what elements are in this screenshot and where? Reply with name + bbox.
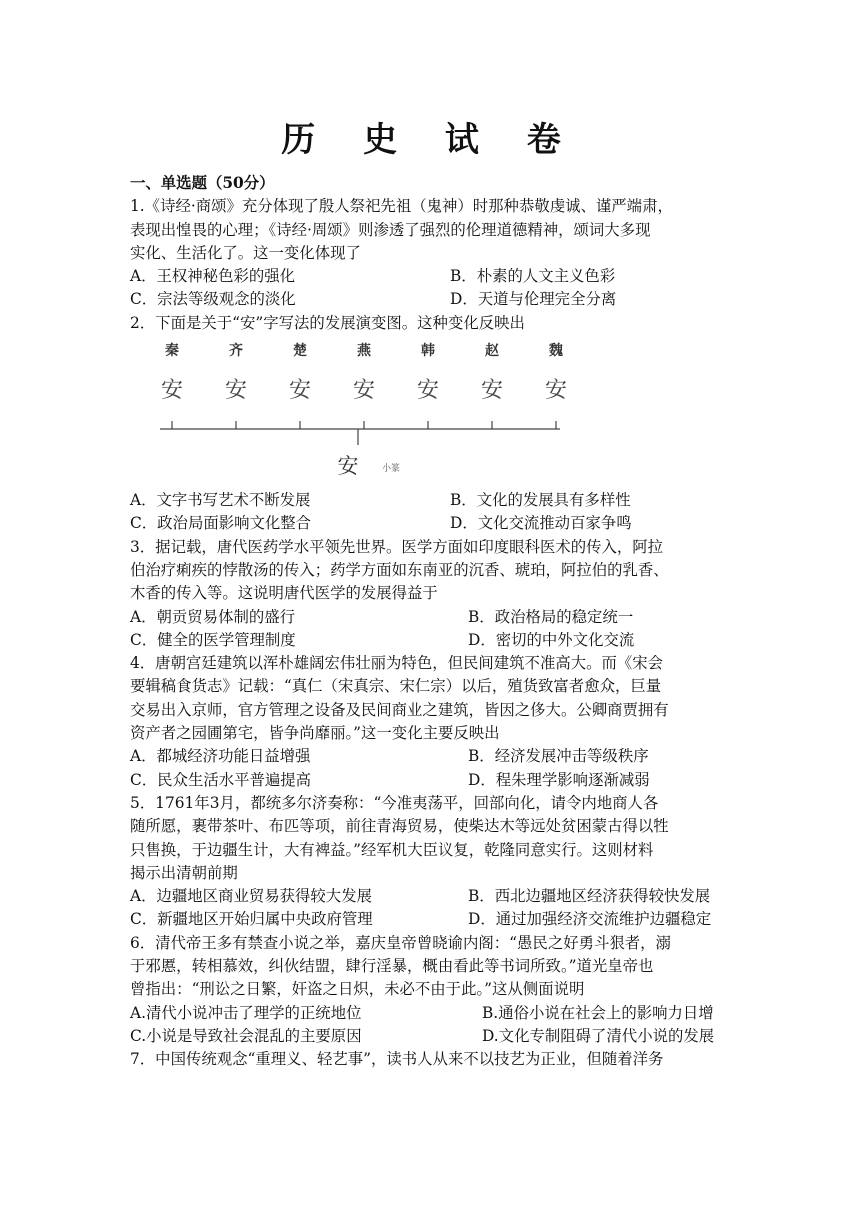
question-text-line: 资产者之园圃第宅，皆争尚靡丽。”这一变化主要反映出 [130,724,500,743]
question-text-line: 4．唐朝宫廷建筑以浑朴雄阔宏伟壮丽为特色，但民间建筑不准高大。而《宋会 [130,654,664,673]
question-3 [130,536,730,652]
seal-script-glyph: 安 [337,454,359,479]
state-label: 齐 [229,343,243,360]
option-a[interactable]: A．文字书写艺术不断发展 [130,491,311,510]
character-evolution-figure [130,337,730,485]
option-c[interactable]: C．政治局面影响文化整合 [130,514,312,533]
option-a[interactable]: A.清代小说冲击了理学的正统地位 [130,1003,362,1022]
question-text-line: 7．中国传统观念“重理义、轻艺事”，读书人从来不以技艺为正业，但随着洋务 [130,1050,664,1069]
state-glyph: 安 [288,378,312,404]
question-2 [130,312,730,536]
state-glyph: 安 [416,378,440,404]
state-label: 韩 [421,343,435,360]
question-4 [130,652,730,792]
question-text-line: 要辑稿食货志》记载：“真仁（宋真宗、宋仁宗）以后，殖货致富者愈众，巨量 [130,677,662,696]
question-text-line: 伯治疗痢疾的悖散汤的传入；药学方面如东南亚的沉香、琥珀，阿拉伯的乳香、 [130,560,669,579]
question-7 [130,1048,730,1071]
seal-script-label: 小篆 [382,464,401,475]
evolution-diagram [150,337,570,485]
state-glyph: 安 [352,378,376,404]
option-c[interactable]: C.小说是导致社会混乱的主要原因 [130,1026,362,1045]
state-label: 燕 [357,343,371,360]
option-d[interactable]: D．文化交流推动百家争鸣 [450,514,632,533]
option-b[interactable]: B．经济发展冲击等级秩序 [468,747,649,766]
question-5 [130,792,730,932]
option-d[interactable]: D．通过加强经济交流维护边疆稳定 [468,910,712,929]
option-d[interactable]: D.文化专制阻碍了清代小说的发展 [482,1026,715,1045]
option-b[interactable]: B．朴素的人文主义色彩 [450,267,616,286]
option-a[interactable]: A．朝贡贸易体制的盛行 [130,607,296,626]
question-text-line: 实化、生活化了。这一变化体现了 [130,243,361,262]
exam-content [130,172,730,1072]
question-text-line: 于邪慝，转相慕效，纠伙结盟，肆行淫暴，概由看此等书词所致。”道光皇帝也 [130,957,654,976]
option-d[interactable]: D．程朱理学影响逐渐减弱 [468,770,650,789]
question-text-line: 木香的传入等。这说明唐代医学的发展得益于 [130,584,438,603]
state-label: 魏 [549,343,563,360]
question-text-line: 随所愿，裹带茶叶、布匹等项，前往青海贸易，使柴达木等远处贫困蒙古得以牲 [130,817,669,836]
option-c[interactable]: C．民众生活水平普遍提高 [130,770,312,789]
option-d[interactable]: D．天道与伦理完全分离 [450,290,617,309]
question-text-line: 只售换，于边疆生计，大有裨益。”经军机大臣议复，乾隆同意实行。这则材料 [130,840,654,859]
option-a[interactable]: A．王权神秘色彩的强化 [130,267,296,286]
question-6 [130,932,730,1048]
question-text-line: 交易出入京师，官方管理之设备及民间商业之建筑，皆因之侈大。公卿商贾拥有 [130,700,669,719]
state-glyph: 安 [224,378,248,404]
question-text-line: 曾指出：“刑讼之日繁，奸盗之日炽，未必不由于此。”这从侧面说明 [130,980,585,999]
question-text-line: 揭示出清朝前期 [130,863,238,882]
question-text-line: 1.《诗经·商颂》充分体现了殷人祭祀先祖（鬼神）时那种恭敬虔诚、谨严端肃， [130,197,673,216]
option-d[interactable]: D．密切的中外文化交流 [468,630,635,649]
section-heading: 一、单选题（50分） [130,174,275,192]
option-a[interactable]: A．边疆地区商业贸易获得较大发展 [130,887,372,906]
question-text-line: 3．据记载，唐代医药学水平领先世界。医学方面如印度眼科医术的传入，阿拉 [130,537,664,556]
question-text-line: 6．清代帝王多有禁查小说之举，嘉庆皇帝曾晓谕内阁：“愚民之好勇斗狠者，溺 [130,933,671,952]
state-label: 秦 [165,343,179,360]
state-label: 赵 [485,343,499,360]
option-c[interactable]: C．宗法等级观念的淡化 [130,290,296,309]
option-b[interactable]: B.通俗小说在社会上的影响力日增 [482,1003,714,1022]
state-glyph: 安 [160,378,184,404]
option-b[interactable]: B．文化的发展具有多样性 [450,491,631,510]
state-glyph: 安 [544,378,568,404]
question-text-line: 表现出惶畏的心理；《诗经·周颂》则渗透了强烈的伦理道德精神，颂词大多现 [130,220,651,239]
question-text-line: 5．1761年3月，都统多尔济奏称：“今准夷荡平，回部向化，请令内地商人各 [130,793,659,812]
option-c[interactable]: C．新疆地区开始归属中央政府管理 [130,910,373,929]
option-a[interactable]: A．都城经济功能日益增强 [130,747,311,766]
question-1 [130,195,730,311]
question-text-line: 2．下面是关于“安”字写法的发展演变图。这种变化反映出 [130,313,525,332]
page-title: 历 史 试 卷 [281,120,579,160]
option-b[interactable]: B．西北边疆地区经济获得较快发展 [468,887,711,906]
state-label: 楚 [293,343,307,360]
state-glyph: 安 [480,378,504,404]
option-c[interactable]: C．健全的医学管理制度 [130,630,296,649]
option-b[interactable]: B．政治格局的稳定统一 [468,607,634,626]
